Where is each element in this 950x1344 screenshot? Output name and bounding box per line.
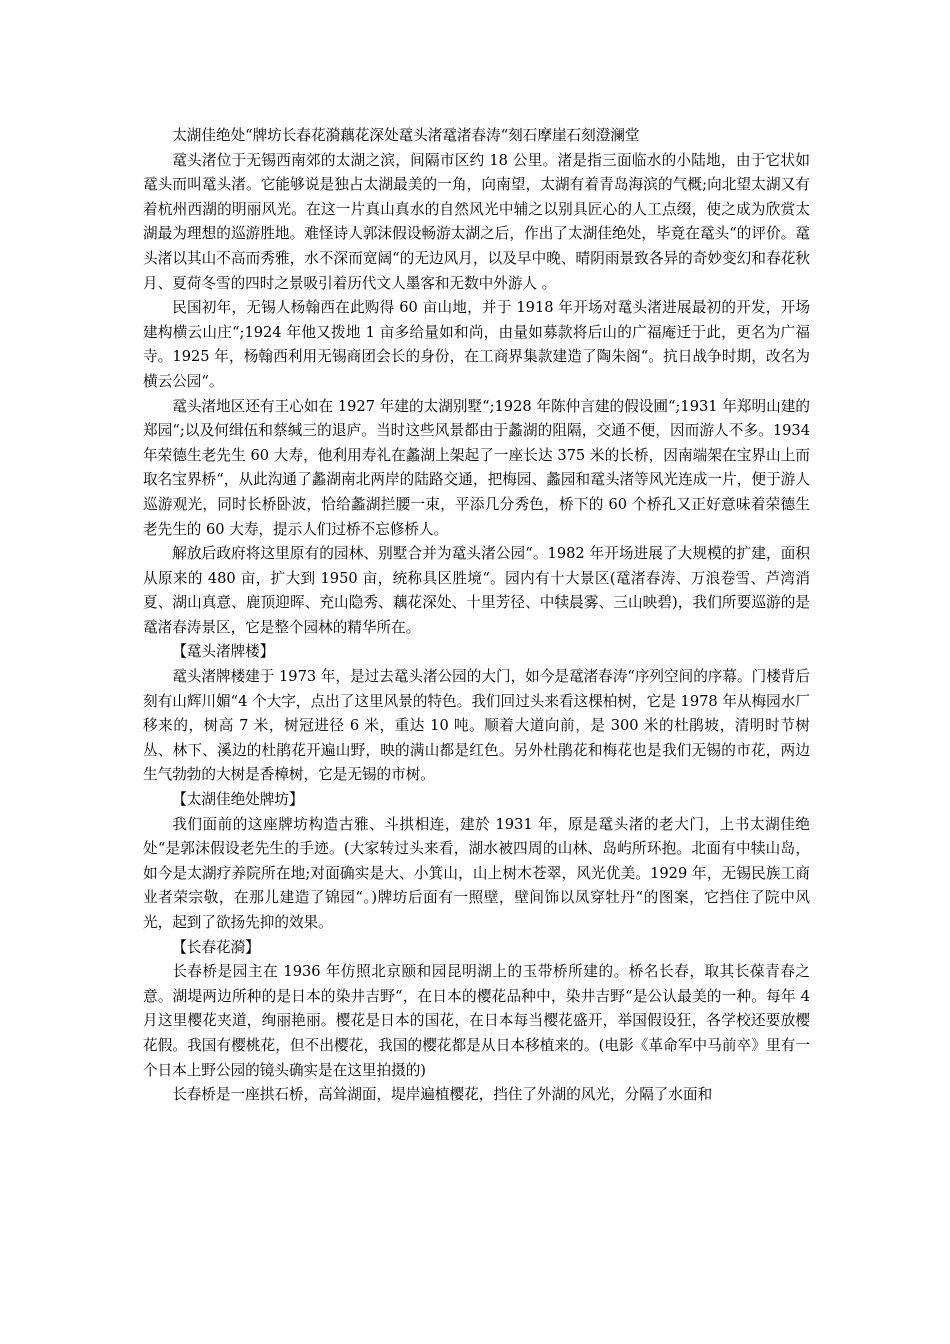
document-page <box>143 124 810 1108</box>
section-heading-archway: 【鼋头渚牌楼】 <box>172 643 275 661</box>
paragraph-changchun-2: 长春桥是一座拱石桥，高耸湖面，堤岸遍植樱花，挡住了外湖的风光，分隔了水面和 <box>172 1086 713 1104</box>
paragraph-changchun-1: 长春桥是园主在 1936 年仿照北京颐和园昆明湖上的玉带桥所建的。桥名长春，取其长葆青春之意。湖堤两边所种的是日本的染井吉野“，在日本的樱花品种中，染井吉野“是公认最美的一种。每年 4 月这里樱花夹道，绚丽艳丽。樱花是日本的国花，在日本每当樱花盛开，举国假设狂，各学校还要放樱花假。我国有樱桃花，但不出樱花，我国的樱花都是从日本移植来的。(电影《革命军中马前卒》里有一个日本上野公园的镜头确实是在这里拍摄的) <box>143 963 810 1079</box>
section-heading-memorial-gate: 【太湖佳绝处牌坊】 <box>172 791 304 809</box>
paragraph-archway: 鼋头渚牌楼建于 1973 年，是过去鼋头渚公园的大门，如今是鼋渚春涛“序列空间的序幕。门楼背后刻有山辉川媚“4 个大字，点出了这里风景的特色。我们回过头来看这棵柏树，它是 1978 年从梅园水厂移来的，树高 7 米，树冠进径 6 米，重达 10 吨。顺着大道向前，是 300 米的杜鹃坡，清明时节树丛、林下、溪边的杜鹃花开遍山野，映的满山都是红色。另外杜鹃花和梅花也是我们无锡的市花，两边生气勃勃的大树是香樟树，它是无锡的市树。 <box>143 668 810 784</box>
paragraph-memorial-gate: 我们面前的这座牌坊构造古雅、斗拱相连，建於 1931 年，原是鼋头渚的老大门，上书太湖佳绝处“是郭沫假设老先生的手迹。(大家转过头来看，湖水被四周的山林、岛屿所环抱。北面有中犊山岛，如今是太湖疗养院所在地;对面确实是大、小箕山，山上树木苍翠，风光优美。1929 年，无锡民族工商业者荣宗敬，在那儿建造了锦园“。)牌坊后面有一照壁，壁间饰以凤穿牡丹“的图案，它挡住了院中风光，起到了欲扬先抑的效果。 <box>143 815 810 931</box>
title-line: 太湖佳绝处“牌坊长春花漪藕花深处鼋头渚鼋渚春涛“刻石摩崖石刻澄澜堂 <box>172 127 640 144</box>
paragraph-villas: 鼋头渚地区还有王心如在 1927 年建的太湖别墅“;1928 年陈仲言建的假设圃“;1931 年郑明山建的郑园“;以及何缉伍和蔡缄三的退庐。当时这些风景都由于蠡湖的阻隔，交通不便，因而游人不多。1934 年荣德生老先生 60 大寿，他利用寿礼在蠡湖上架起了一座长达 375 米的长桥，因南端架在宝界山上而取名宝界桥“，从此沟通了蠡湖南北两岸的陆路交通，把梅园、蠡园和鼋头渚等风光连成一片，便于游人巡游观光，同时长桥卧波，恰给蠡湖拦腰一束，平添几分秀色，桥下的 60 个桥孔又正好意味着荣德生老先生的 60 大寿，提示人们过桥不忘修桥人。 <box>143 397 811 538</box>
section-heading-changchun: 【长春花漪】 <box>172 938 260 956</box>
paragraph-intro: 鼋头渚位于无锡西南郊的太湖之滨，间隔市区约 18 公里。渚是指三面临水的小陆地，由于它状如鼋头而叫鼋头渚。它能够说是独占太湖最美的一角，向南望，太湖有着青岛海滨的气概;向北望太湖又有着杭州西湖的明丽风光。在这一片真山真水的自然风光中辅之以别具匠心的人工点缀，使之成为欣赏太湖最为理想的巡游胜地。难怪诗人郭沫假设畅游太湖之后，作出了太湖佳绝处，毕竟在鼋头“的评价。鼋头渚以其山不高而秀雅，水不深而宽阔“的无边风月，以及早中晚、晴阴雨景致各异的奇妙变幻和春花秋月、夏荷冬雪的四时之景吸引着历代文人墨客和无数中外游人 。 <box>143 151 810 292</box>
paragraph-history: 民国初年，无锡人杨翰西在此购得 60 亩山地，并于 1918 年开场对鼋头渚进展最初的开发，开场建构横云山庄“;1924 年他又拨地 1 亩多给量如和尚，由量如募款将后山的广福庵迁于此，更名为广福寺。1925 年，杨翰西利用无锡商团会长的身份，在工商界集款建造了陶朱阁“。抗日战争时期，改名为横云公园“。 <box>143 299 810 390</box>
paragraph-park: 解放后政府将这里原有的园林、别墅合并为鼋头渚公园“。1982 年开场进展了大规模的扩建，面积从原来的 480 亩，扩大到 1950 亩，统称具区胜境“。园内有十大景区(鼋渚春涛、万浪卷雪、芦湾消夏、湖山真意、鹿顶迎晖、充山隐秀、藕花深处、十里芳径、中犊晨雾、三山映碧)，我们所要巡游的是鼋渚春涛景区，它是整个园林的精华所在。 <box>143 545 810 636</box>
